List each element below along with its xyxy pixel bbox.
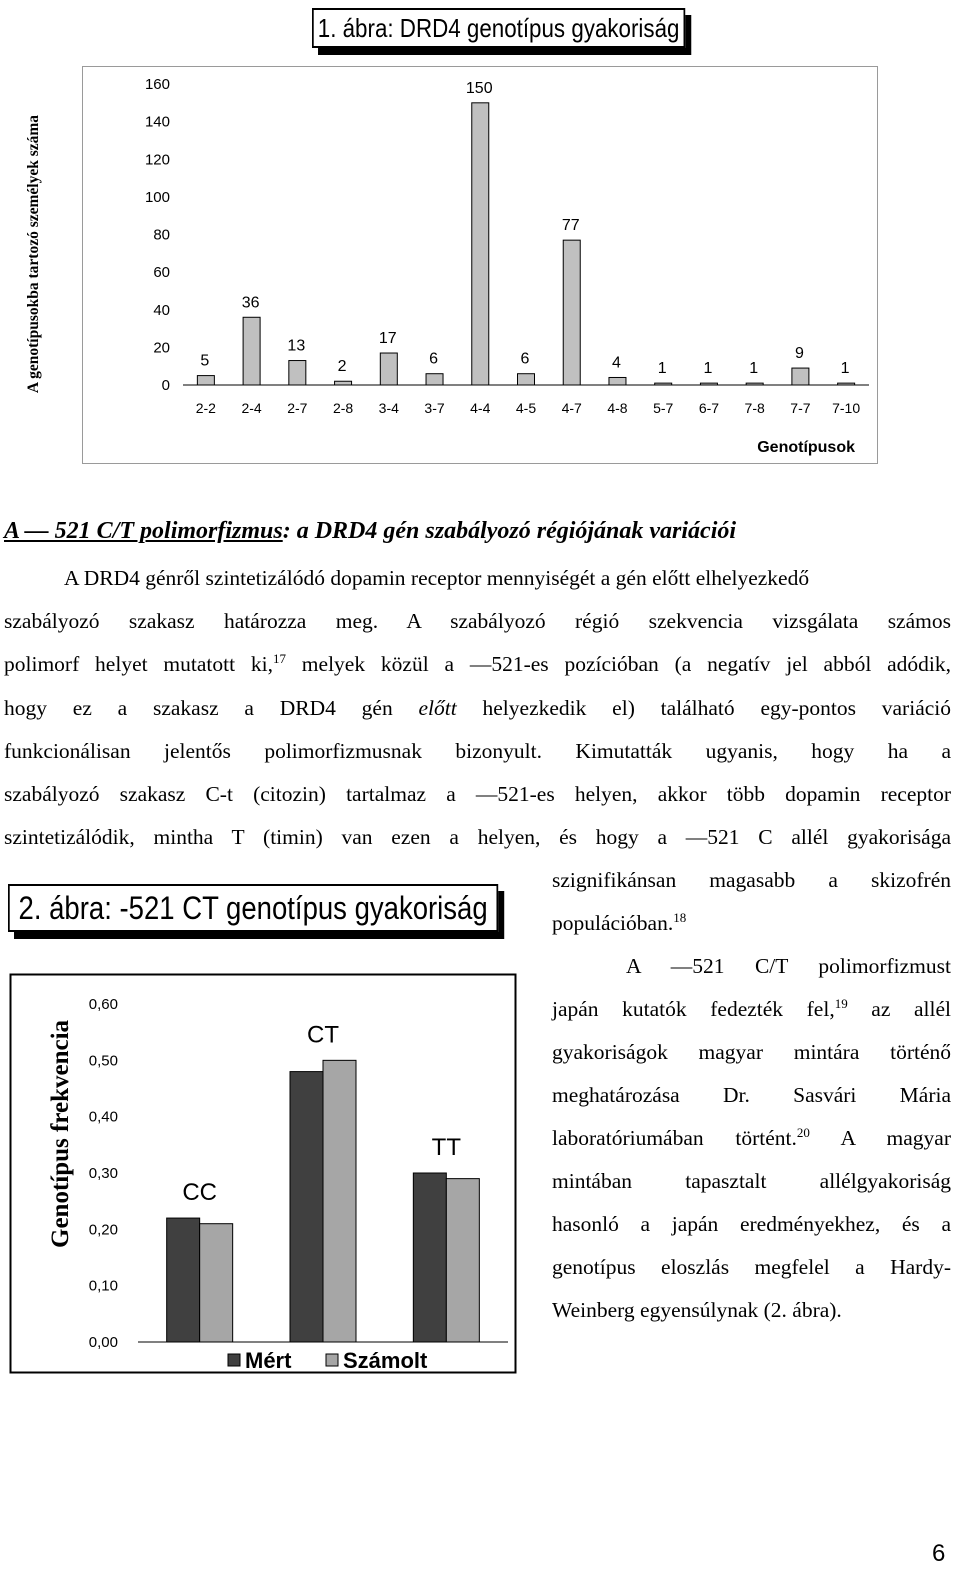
category-label-CC: CC <box>182 1179 218 1207</box>
x-tick-label: 4-5 <box>515 400 537 416</box>
para1-line2: szabályozó szakasz határozza meg. A szabályozó régió szekvencia vizsgálata számos <box>4 609 951 633</box>
bar-2-2 <box>197 376 214 385</box>
data-label: 4 <box>612 354 621 372</box>
x-tick-label: 3-4 <box>378 400 399 416</box>
bar-6-7 <box>700 383 717 385</box>
y-tick-label: 40 <box>153 301 170 319</box>
bar-CC-Mért <box>167 1218 200 1342</box>
para2-line4: meghatározása Dr. Sasvári Mária <box>552 1083 951 1107</box>
bar-2-7 <box>289 361 306 385</box>
data-label: 150 <box>465 79 493 97</box>
figure1-svg <box>25 67 877 463</box>
para1-line6: szabályozó szakasz C-t (citozin) tartalmaz a —521-es helyen, akkor több dopamin receptor <box>4 782 951 806</box>
para2-line1: A —521 C/T polimorfizmust <box>626 954 951 978</box>
x-tick-label: 6-7 <box>698 400 720 416</box>
bar-4-8 <box>609 377 626 385</box>
y-tick-label: 120 <box>144 151 170 169</box>
bar-4-4 <box>472 103 489 385</box>
legend-swatch-Számolt <box>326 1354 338 1366</box>
para1-line4: hogy ez a szakasz a DRD4 gén előtt helyezkedik el) található egy-pontos variáció <box>4 696 952 720</box>
figure2-chart <box>10 974 515 1372</box>
page-number: 6 <box>932 1540 946 1567</box>
x-tick-label: 2-7 <box>287 400 308 416</box>
ref-19: 19 <box>834 995 848 1011</box>
data-label: 17 <box>378 330 397 348</box>
para2-line5: laboratóriumában történt.$^{20}$ A magyar <box>552 1124 952 1150</box>
bar-7-10 <box>838 383 855 385</box>
x-tick-label: 7-7 <box>790 400 811 416</box>
data-label: 9 <box>794 345 804 363</box>
section-heading <box>4 518 736 545</box>
figure2-svg <box>10 974 515 1372</box>
x-tick-label: 3-7 <box>424 400 445 416</box>
heading-lead: A — 521 C/T polimorfizmus <box>4 518 283 544</box>
data-label: 5 <box>200 352 210 370</box>
y-tick-label: 60 <box>153 264 170 282</box>
y-axis-title: A genotípusokba tartozó személyek száma <box>25 114 42 394</box>
para1-line1: A DRD4 génről szintetizálódó dopamin receptor mennyiségét a gén előtt elhelyezkedő <box>64 566 810 590</box>
y-tick-label: 160 <box>144 76 170 93</box>
bar-TT-Mért <box>413 1173 446 1342</box>
bar-TT-Számolt <box>446 1179 479 1342</box>
para1-line5: funkcionálisan jelentős polimorfizmusnak bizonyult. Kimutatták ugyanis, hogy ha a <box>4 739 951 763</box>
data-label: 36 <box>241 294 260 312</box>
legend-label: Mért <box>245 1348 292 1373</box>
x-tick-label: 2-2 <box>195 400 216 416</box>
data-label: 13 <box>287 337 306 355</box>
x-tick-label: 5-7 <box>653 400 674 416</box>
y-tick-label: 0 <box>161 377 170 394</box>
bar-3-7 <box>426 374 443 385</box>
category-label-CT: CT <box>307 1021 339 1049</box>
para1-line8: szignifikánsan magasabb a skizofrén <box>552 868 951 892</box>
data-label: 1 <box>749 360 759 378</box>
y-tick-label: 0,10 <box>88 1277 118 1295</box>
bar-CC-Számolt <box>200 1224 233 1342</box>
x-tick-label: 2-4 <box>241 400 262 416</box>
legend-swatch-Mért <box>228 1354 240 1366</box>
y-tick-label: 0,30 <box>88 1165 118 1182</box>
y-tick-label: 0,40 <box>88 1108 118 1126</box>
x-axis-title: Genotípusok <box>757 439 855 456</box>
bar-4-7 <box>563 240 580 385</box>
para2-line7: hasonló a japán eredményekhez, és a <box>552 1212 951 1236</box>
bar-7-8 <box>746 383 763 385</box>
heading-rest: : a DRD4 gén szabályozó régiójának variációi <box>282 518 737 544</box>
bar-4-5 <box>518 374 535 385</box>
y-tick-label: 0,00 <box>88 1334 118 1351</box>
para1-line9: populációban.$^{18}$ <box>552 909 687 935</box>
para2-line6: mintában tapasztalt allélgyakoriság <box>552 1169 951 1193</box>
figure1-title: 1. ábra: DRD4 genotípus gyakoriság <box>312 8 685 48</box>
ref-18: 18 <box>673 909 687 925</box>
data-label: 1 <box>703 360 713 378</box>
data-label: 6 <box>429 350 438 368</box>
y-tick-label: 0,50 <box>88 1052 118 1070</box>
y-tick-label: 20 <box>153 339 170 357</box>
y-tick-label: 100 <box>144 188 170 206</box>
bar-3-4 <box>380 353 397 385</box>
bar-CT-Számolt <box>323 1060 356 1342</box>
x-tick-label: 7-10 <box>832 400 861 416</box>
y-axis-title: Genotípus frekvencia <box>47 1019 74 1249</box>
bar-CT-Mért <box>290 1072 323 1342</box>
bar-5-7 <box>655 383 672 385</box>
x-tick-label: 4-8 <box>607 400 628 416</box>
y-tick-label: 80 <box>153 226 170 244</box>
bar-2-8 <box>335 381 352 385</box>
para1-line7: szintetizálódik, mintha T (timin) van ezen a helyen, és hogy a —521 C allél gyakorisága <box>4 825 951 849</box>
x-tick-label: 2-8 <box>332 400 354 416</box>
para2-line8: genotípus eloszlás megfelel a Hardy- <box>552 1255 951 1279</box>
category-label-TT: TT <box>431 1134 461 1161</box>
para1-line3: polimorf helyet mutatott ki,$^{17}$ melyek közül a —521-es pozícióban (a negatív jel abból adódik, <box>4 650 952 676</box>
bar-2-4 <box>243 317 260 385</box>
ref-17: 17 <box>272 650 286 666</box>
data-label: 77 <box>561 217 580 235</box>
bar-7-7 <box>792 368 809 385</box>
para2-line9: Weinberg egyensúlynak (2. ábra). <box>552 1298 842 1322</box>
y-tick-label: 0,20 <box>88 1221 118 1239</box>
ref-20: 20 <box>796 1124 810 1140</box>
y-tick-label: 0,60 <box>88 996 118 1013</box>
figure1-chart <box>25 66 878 464</box>
y-tick-label: 140 <box>144 113 170 131</box>
data-label: 6 <box>520 350 530 368</box>
x-tick-label: 7-8 <box>744 400 765 416</box>
data-label: 1 <box>657 360 667 378</box>
x-tick-label: 4-4 <box>470 400 491 416</box>
data-label: 2 <box>337 358 347 376</box>
figure2-title: 2. ábra: -521 CT genotípus gyakoriság <box>8 884 498 932</box>
data-label: 1 <box>840 360 850 378</box>
x-tick-label: 4-7 <box>561 400 582 416</box>
para2-line3: gyakoriságok magyar mintára történő <box>552 1040 951 1064</box>
legend-label: Számolt <box>343 1348 428 1373</box>
para2-line2: japán kutatók fedezték fel,$^{19}$ az allél <box>552 995 951 1021</box>
